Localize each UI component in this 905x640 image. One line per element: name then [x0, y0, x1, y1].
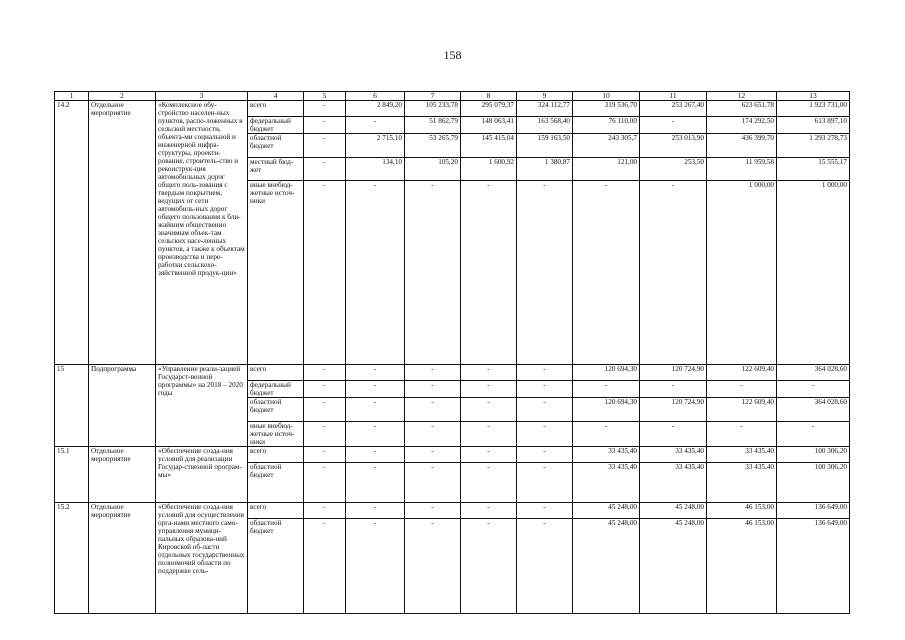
value-cell-c9: - [517, 519, 573, 614]
value-cell-c11: - [640, 181, 707, 365]
value-cell-c7: - [405, 422, 461, 447]
value-cell-c12: 1 000,00 [707, 181, 777, 365]
value-cell-c7: - [405, 503, 461, 519]
value-cell-c9: - [517, 422, 573, 447]
value-cell-c6: - [346, 181, 405, 365]
value-cell-c8: - [461, 181, 517, 365]
value-cell-c5: - [304, 101, 346, 117]
value-cell-c10: 33 435,40 [573, 463, 640, 503]
funding-source: всего [248, 101, 304, 117]
funding-source: всего [248, 503, 304, 519]
value-cell-c9: - [517, 398, 573, 422]
value-cell-c7: - [405, 365, 461, 381]
block-description: «Комплексное обу-стройство населен-ных пунктов, распо-ложенных в сельской местности, объекта-ми социальной и инженерной инфра-структуры, проекти-рование, строитель-ство и реконструк-ция автомобильных дорог общего поль-зования с твердым покрытием, ведущих от сети автомобиль-ных дорог общего пользования к бли-жайшим общественно значимым объек-там сельских насе-ленных пунктов, а также к объектам производства и пере-работки сельскохо-зяйственной продук-ции» [156, 101, 248, 365]
value-cell-c5: - [304, 503, 346, 519]
value-cell-c11: 253 013,90 [640, 134, 707, 158]
value-cell-c11: 45 248,00 [640, 519, 707, 614]
funding-source: областной бюджет [248, 134, 304, 158]
value-cell-c11: - [640, 381, 707, 398]
value-cell-c12: 122 609,40 [707, 365, 777, 381]
value-cell-c12: - [707, 381, 777, 398]
value-cell-c5: - [304, 463, 346, 503]
value-cell-c9: 159 163,50 [517, 134, 573, 158]
value-cell-c5: - [304, 381, 346, 398]
value-cell-c9: - [517, 381, 573, 398]
block-type: Отдельное мероприятие [89, 101, 156, 365]
block-type: Подпрограмма [89, 365, 156, 447]
value-cell-c5: - [304, 158, 346, 181]
value-cell-c9: 163 568,40 [517, 117, 573, 134]
value-cell-c9: - [517, 181, 573, 365]
value-cell-c11: 120 724,90 [640, 398, 707, 422]
value-cell-c12: 623 651,78 [707, 101, 777, 117]
column-header: 5 [304, 92, 346, 101]
column-header: 7 [405, 92, 461, 101]
funding-source: иные внебюд-жетные источ-ники [248, 422, 304, 447]
value-cell-c7: 105,20 [405, 158, 461, 181]
value-cell-c10: 243 305,7 [573, 134, 640, 158]
value-cell-c11: 120 724,90 [640, 365, 707, 381]
value-cell-c5: - [304, 117, 346, 134]
value-cell-c13: 1 293 278,73 [777, 134, 850, 158]
value-cell-c6: - [346, 422, 405, 447]
value-cell-c7: 53 265,79 [405, 134, 461, 158]
value-cell-c13: 100 306,20 [777, 447, 850, 463]
value-cell-c10: 33 435,40 [573, 447, 640, 463]
value-cell-c7: - [405, 398, 461, 422]
value-cell-c6: - [346, 398, 405, 422]
value-cell-c8: - [461, 381, 517, 398]
value-cell-c5: - [304, 519, 346, 614]
column-header: 2 [89, 92, 156, 101]
value-cell-c7: - [405, 519, 461, 614]
value-cell-c9: - [517, 365, 573, 381]
block-code: 15.2 [55, 503, 89, 614]
value-cell-c12: 436 399,70 [707, 134, 777, 158]
block-description: «Управление реали-зацией Государст-венной программы» на 2018 – 2020 годы [156, 365, 248, 447]
value-cell-c12: 11 959,58 [707, 158, 777, 181]
value-cell-c8: - [461, 463, 517, 503]
funding-source: областной бюджет [248, 519, 304, 614]
value-cell-c13: 364 028,60 [777, 365, 850, 381]
value-cell-c13: 15 555,17 [777, 158, 850, 181]
column-header: 9 [517, 92, 573, 101]
funding-source: иные внебюд-жетные источ-ники [248, 181, 304, 365]
value-cell-c12: 33 435,40 [707, 463, 777, 503]
value-cell-c8: 145 415,04 [461, 134, 517, 158]
value-cell-c10: 120 694,30 [573, 365, 640, 381]
value-cell-c8: - [461, 447, 517, 463]
column-header: 10 [573, 92, 640, 101]
value-cell-c8: 1 600,92 [461, 158, 517, 181]
column-header: 12 [707, 92, 777, 101]
value-cell-c11: - [640, 117, 707, 134]
value-cell-c6: - [346, 463, 405, 503]
value-cell-c13: - [777, 381, 850, 398]
value-cell-c13: 100 306,20 [777, 463, 850, 503]
value-cell-c10: 45 248,00 [573, 503, 640, 519]
value-cell-c9: - [517, 463, 573, 503]
value-cell-c6: - [346, 447, 405, 463]
value-cell-c6: - [346, 117, 405, 134]
value-cell-c8: - [461, 503, 517, 519]
value-cell-c10: 121,00 [573, 158, 640, 181]
column-header: 4 [248, 92, 304, 101]
value-cell-c6: - [346, 503, 405, 519]
value-cell-c5: - [304, 447, 346, 463]
table-row [55, 365, 850, 381]
funding-source: всего [248, 447, 304, 463]
value-cell-c10: 76 110,00 [573, 117, 640, 134]
value-cell-c13: - [777, 422, 850, 447]
header-row [55, 92, 850, 101]
value-cell-c6: 2 849,20 [346, 101, 405, 117]
value-cell-c6: 2 715,10 [346, 134, 405, 158]
block-type: Отдельное мероприятие [89, 447, 156, 503]
block-code: 15 [55, 365, 89, 447]
funding-source: местный бюд-жет [248, 158, 304, 181]
value-cell-c13: 364 028,60 [777, 398, 850, 422]
block-description: «Обеспечение созда-ния условий для осуществления орга-нами местного само-управления муници-пальных образова-ний Кировской об-ласти отдельных государственных полномочий области по поддержке сель- [156, 503, 248, 614]
value-cell-c10: 319 536,70 [573, 101, 640, 117]
value-cell-c13: 1 923 731,00 [777, 101, 850, 117]
value-cell-c6: - [346, 365, 405, 381]
value-cell-c12: - [707, 422, 777, 447]
column-header: 8 [461, 92, 517, 101]
funding-source: федеральный бюджет [248, 381, 304, 398]
value-cell-c6: 134,10 [346, 158, 405, 181]
value-cell-c9: 1 380,87 [517, 158, 573, 181]
value-cell-c7: - [405, 463, 461, 503]
value-cell-c12: 174 292,50 [707, 117, 777, 134]
value-cell-c12: 46 153,00 [707, 519, 777, 614]
column-header: 1 [55, 92, 89, 101]
value-cell-c12: 33 435,40 [707, 447, 777, 463]
value-cell-c9: 324 112,77 [517, 101, 573, 117]
value-cell-c11: 253 267,40 [640, 101, 707, 117]
value-cell-c6: - [346, 519, 405, 614]
block-code: 15.1 [55, 447, 89, 503]
value-cell-c8: 148 063,41 [461, 117, 517, 134]
value-cell-c11: - [640, 422, 707, 447]
funding-source: всего [248, 365, 304, 381]
block-description: «Обеспечение созда-ния условий для реализации Государ-ственной програм-мы» [156, 447, 248, 503]
column-header: 13 [777, 92, 850, 101]
value-cell-c5: - [304, 365, 346, 381]
value-cell-c5: - [304, 181, 346, 365]
value-cell-c9: - [517, 447, 573, 463]
value-cell-c7: - [405, 447, 461, 463]
value-cell-c5: - [304, 422, 346, 447]
value-cell-c10: 120 694,30 [573, 398, 640, 422]
budget-table [54, 91, 850, 614]
column-header: 3 [156, 92, 248, 101]
value-cell-c7: 51 862,79 [405, 117, 461, 134]
value-cell-c8: - [461, 365, 517, 381]
table-row [55, 101, 850, 117]
value-cell-c7: - [405, 381, 461, 398]
block-code: 14.2 [55, 101, 89, 365]
value-cell-c10: - [573, 422, 640, 447]
value-cell-c5: - [304, 398, 346, 422]
value-cell-c13: 136 649,00 [777, 503, 850, 519]
value-cell-c13: 613 897,10 [777, 117, 850, 134]
block-type: Отдельное мероприятие [89, 503, 156, 614]
table-row [55, 503, 850, 519]
value-cell-c7: 105 233,78 [405, 101, 461, 117]
value-cell-c6: - [346, 381, 405, 398]
funding-source: федеральный бюджет [248, 117, 304, 134]
column-header: 6 [346, 92, 405, 101]
funding-source: областной бюджет [248, 463, 304, 503]
value-cell-c13: 136 649,00 [777, 519, 850, 614]
value-cell-c11: 253,50 [640, 158, 707, 181]
value-cell-c9: - [517, 503, 573, 519]
value-cell-c11: 33 435,40 [640, 447, 707, 463]
value-cell-c8: - [461, 422, 517, 447]
column-header: 11 [640, 92, 707, 101]
value-cell-c11: 33 435,40 [640, 463, 707, 503]
value-cell-c13: 1 000,00 [777, 181, 850, 365]
value-cell-c8: 295 079,37 [461, 101, 517, 117]
value-cell-c8: - [461, 398, 517, 422]
value-cell-c10: - [573, 381, 640, 398]
funding-source: областной бюджет [248, 398, 304, 422]
value-cell-c8: - [461, 519, 517, 614]
value-cell-c12: 122 609,40 [707, 398, 777, 422]
value-cell-c10: - [573, 181, 640, 365]
table-row [55, 447, 850, 463]
value-cell-c11: 45 248,00 [640, 503, 707, 519]
value-cell-c12: 46 153,00 [707, 503, 777, 519]
page-number: 158 [443, 48, 462, 62]
value-cell-c7: - [405, 181, 461, 365]
value-cell-c5: - [304, 134, 346, 158]
value-cell-c10: 45 248,00 [573, 519, 640, 614]
